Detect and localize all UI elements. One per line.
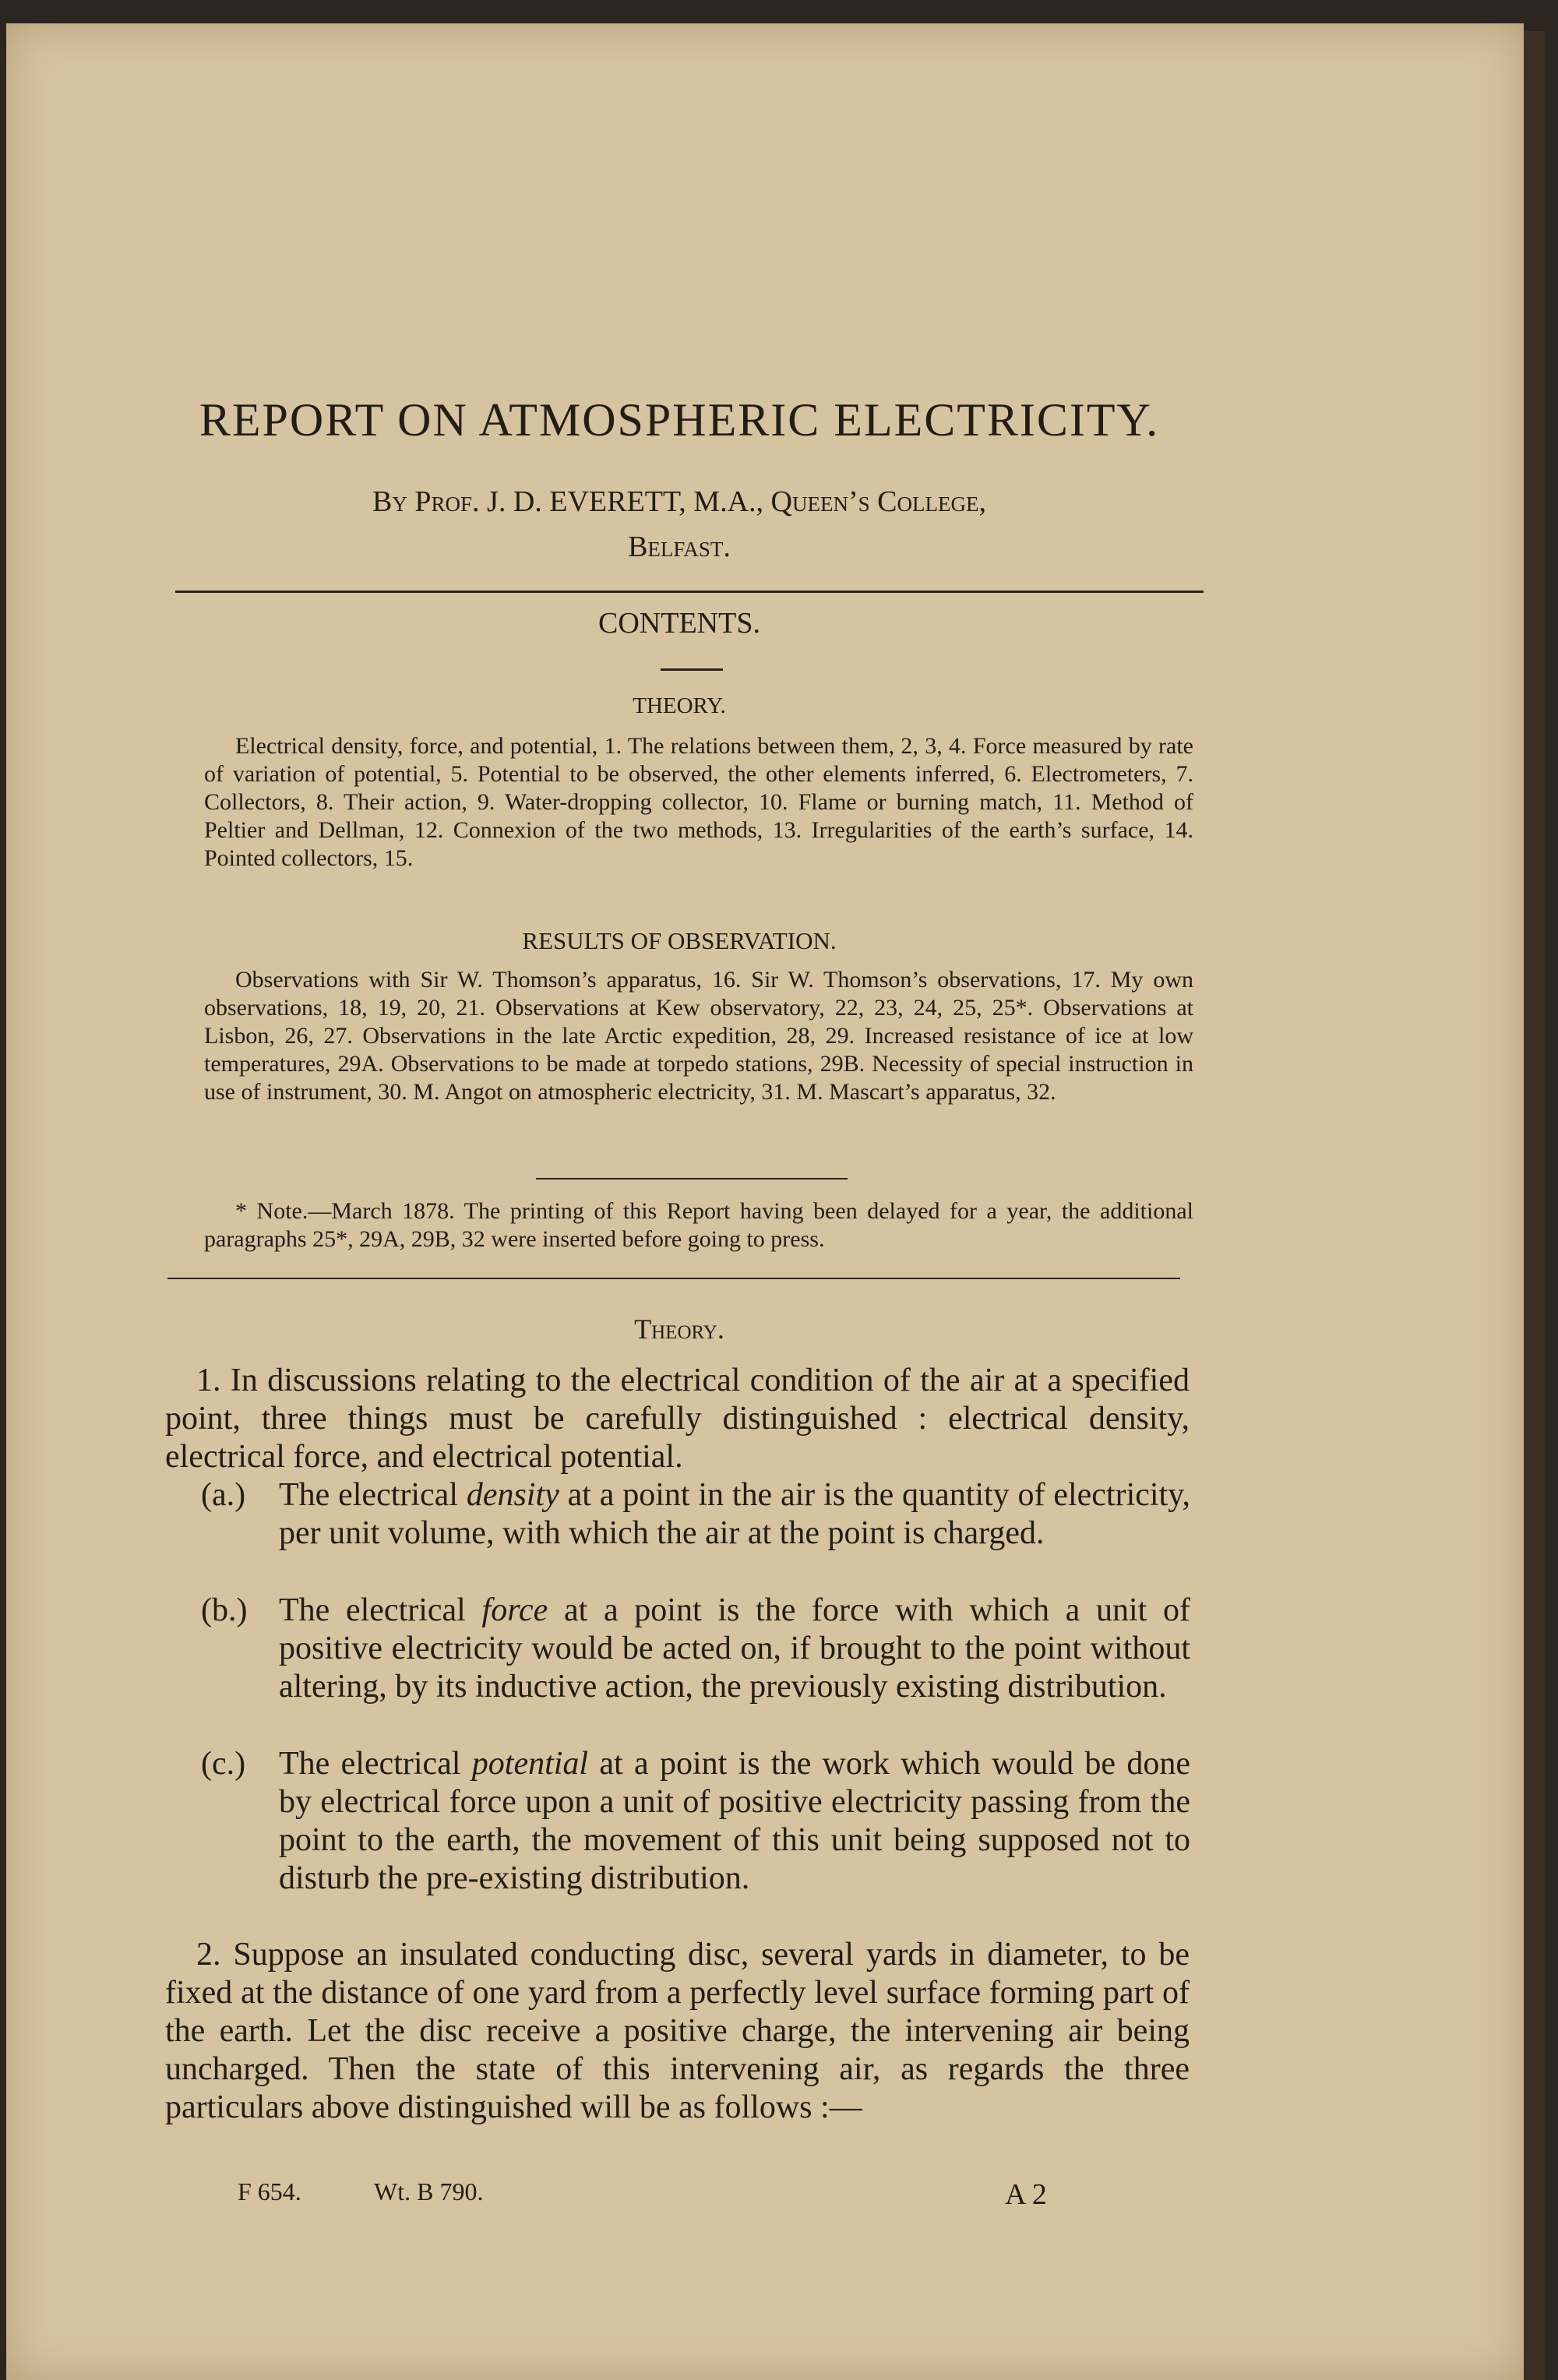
paragraph-2: 2. Suppose an insulated conducting disc, several yards in diameter, to be fixed at the distance of one yard from a perfectly level surface forming part of the earth. Let the disc receive a positive charge, the intervening air being uncharged. Then the state of this intervening air, as regards the three particulars above distinguished will be as follows :—	[165, 1937, 1190, 2125]
theory-contents-heading: THEORY.	[633, 693, 726, 718]
note-rule	[536, 1178, 848, 1179]
byline-author: By Prof. J. D. EVERETT, M.A., Queen’s College,	[372, 485, 986, 518]
footer-signature: A 2	[1005, 2178, 1047, 2211]
item-text: The electrical force at a point is the force with which a unit of positive electricity would be acted on, if brought to the point without altering, by its inductive action, the previously existing distribution.	[279, 1592, 1190, 1705]
divider-rule	[175, 591, 1204, 593]
short-rule	[661, 668, 723, 671]
paragraph-1: 1. In discussions relating to the electrical condition of the air at a specified point, three things must be carefully distinguished : electrical density, electrical force, and electrical potential.	[165, 1363, 1190, 1475]
item-label: (a.)	[201, 1477, 246, 1513]
item-text: The electrical density at a point in the air is the quantity of electricity, per unit volume, with which the air at the point is charged.	[279, 1477, 1190, 1551]
footer-weight-code: Wt. B 790.	[374, 2177, 484, 2205]
contents-heading: CONTENTS.	[598, 607, 760, 640]
footnote: * Note.—March 1878. The printing of this Report having been delayed for a year, the additional paragraphs 25*, 29A, 29B, 32 were inserted before going to press.	[204, 1198, 1193, 1252]
report-title: REPORT ON ATMOSPHERIC ELECTRICITY.	[199, 394, 1160, 446]
byline	[165, 479, 1193, 569]
byline-place: Belfast.	[628, 531, 731, 563]
item-a	[201, 1476, 1190, 1553]
item-c	[201, 1745, 1190, 1898]
item-b	[201, 1592, 1190, 1706]
section-heading: Theory.	[634, 1313, 724, 1345]
item-label: (c.)	[201, 1746, 246, 1782]
theory-contents-text: Electrical density, force, and potential, 1. The relations between them, 2, 3, 4. Force measured by rate of variation of potential, 5. Potential to be observed, the other elements inferred, 6. Electrometers, 7. Collectors, 8. Their action, 9. Water-dropping collector, 10. Flame or burning match, 11. Method of Peltier and Dellman, 12. Connexion of the two methods, 13. Irregularities of the earth’s surface, 14. Pointed collectors, 15.	[204, 733, 1193, 871]
section-rule	[167, 1278, 1180, 1279]
item-text: The electrical potential at a point is the work which would be done by electrical force upon a unit of positive electricity passing from the point to the earth, the movement of this unit being supposed not to disturb the pre-existing distribution.	[279, 1746, 1190, 1896]
results-heading: RESULTS OF OBSERVATION.	[522, 927, 837, 954]
results-contents-text: Observations with Sir W. Thomson’s apparatus, 16. Sir W. Thomson’s observations, 17. My own observations, 18, 19, 20, 21. Observations at Kew observatory, 22, 23, 24, 25, 25*. Observations at Lisbon, 26, 27. Observations in the late Arctic expedition, 28, 29. Increased resistance of ice at low temperatures, 29A. Observations to be made at torpedo stations, 29B. Necessity of special instruction in use of instrument, 30. M. Angot on atmospheric electricity, 31. M. Mascart’s apparatus, 32.	[204, 967, 1193, 1105]
footer-print-code: F 654.	[238, 2177, 301, 2205]
item-label: (b.)	[201, 1592, 248, 1628]
page-binding-edge	[1524, 31, 1546, 2380]
